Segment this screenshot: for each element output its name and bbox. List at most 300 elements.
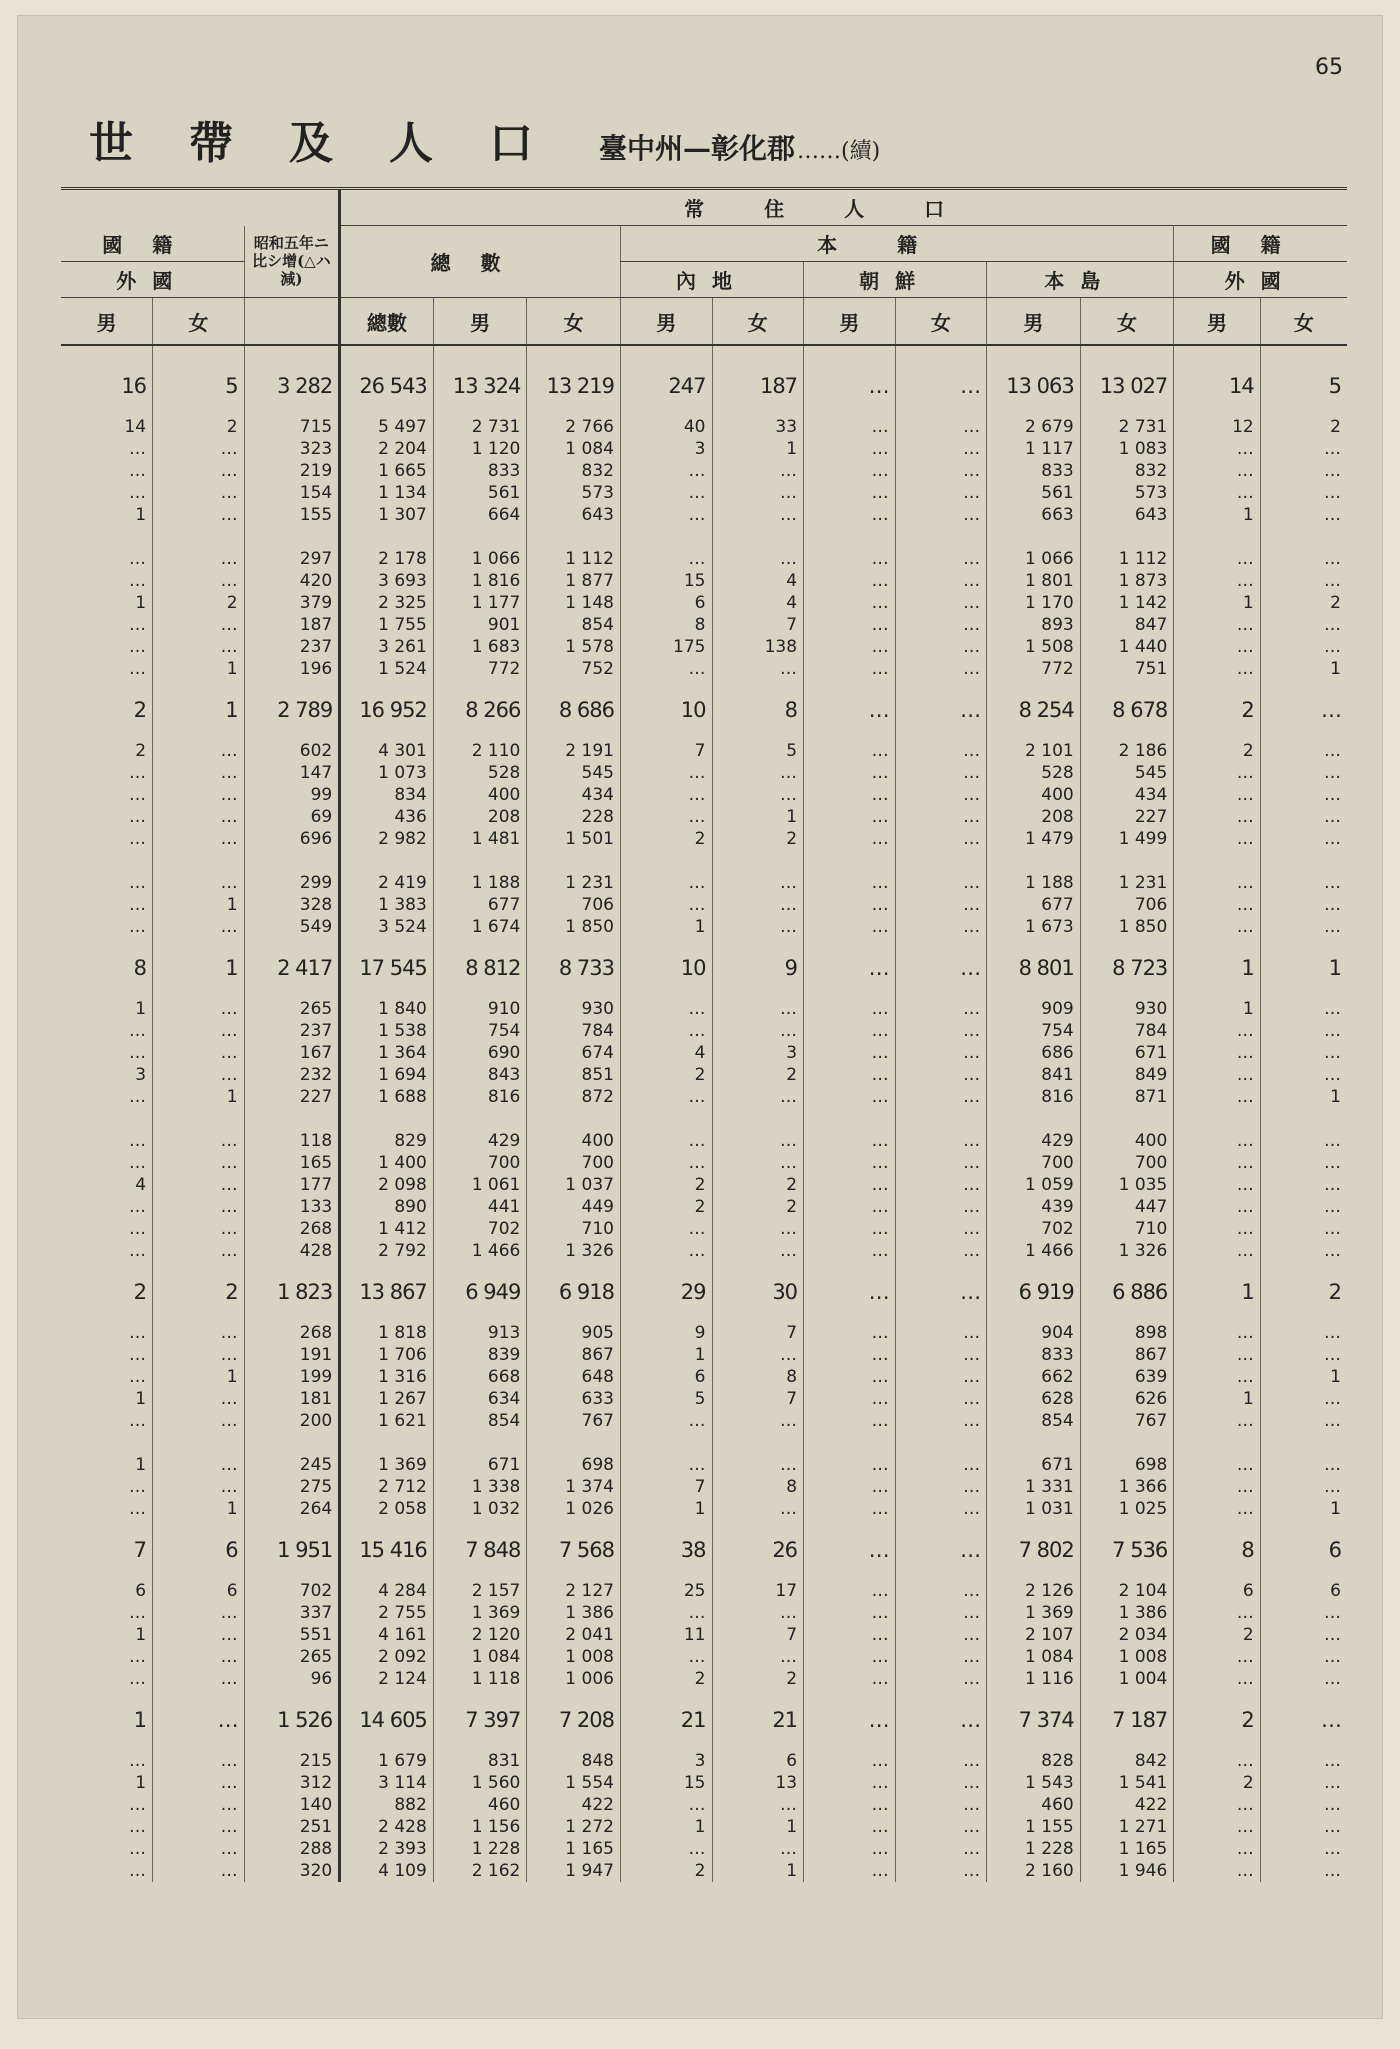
table-cell: … xyxy=(895,938,987,998)
table-cell: 1 xyxy=(1174,504,1260,526)
table-cell: 1 271 xyxy=(1080,1816,1174,1838)
table-row xyxy=(61,592,1347,614)
table-cell: 2 xyxy=(1174,680,1260,740)
table-cell: 561 xyxy=(433,482,527,504)
table-cell: 1 683 xyxy=(433,636,527,658)
table-cell: 400 xyxy=(1080,1130,1174,1152)
table-cell: 816 xyxy=(433,1086,527,1108)
table-cell: … xyxy=(1260,570,1347,592)
table-cell: … xyxy=(129,1367,147,1387)
table-cell: 21 xyxy=(712,1690,804,1750)
table-cell: … xyxy=(895,1838,987,1860)
table-cell: 1 084 xyxy=(527,438,621,460)
table-row xyxy=(61,1860,1347,1882)
table-cell: 1 xyxy=(1174,938,1260,998)
table-cell: 1 412 xyxy=(340,1218,434,1240)
table-row xyxy=(61,740,1347,762)
table-cell: … xyxy=(1260,614,1347,636)
table-cell: … xyxy=(804,938,896,998)
table-cell: … xyxy=(712,1646,804,1668)
table-cell: 441 xyxy=(433,1196,527,1218)
table-cell: 633 xyxy=(527,1388,621,1410)
table-cell: … xyxy=(895,1086,987,1108)
table-cell: … xyxy=(712,1086,804,1108)
table-cell: … xyxy=(620,998,712,1020)
table-cell: 155 xyxy=(244,504,340,526)
table-cell: … xyxy=(1260,1838,1347,1860)
table-cell: … xyxy=(804,504,896,526)
table-row xyxy=(61,828,1347,850)
header-chosen: 朝鮮 xyxy=(804,262,987,298)
table-cell: 828 xyxy=(987,1750,1081,1772)
table-cell: 602 xyxy=(244,740,340,762)
table-cell: … xyxy=(804,1366,896,1388)
header-male: 男 xyxy=(61,298,153,346)
table-cell: … xyxy=(153,1410,245,1432)
table-cell: 4 284 xyxy=(340,1580,434,1602)
table-cell: 767 xyxy=(527,1410,621,1432)
table-row xyxy=(61,1794,1347,1816)
table-cell: … xyxy=(1174,1322,1260,1344)
table-cell: 13 867 xyxy=(340,1262,434,1322)
table-cell: … xyxy=(153,872,245,894)
table-cell: 16 xyxy=(121,374,147,398)
table-cell: 8 xyxy=(133,956,147,980)
table-cell: … xyxy=(1174,1240,1260,1262)
table-cell: 1 188 xyxy=(433,872,527,894)
table-cell: 700 xyxy=(1080,1152,1174,1174)
table-cell: … xyxy=(1260,1322,1347,1344)
table-cell: … xyxy=(804,1174,896,1196)
table-cell: 6 886 xyxy=(1080,1262,1174,1322)
table-cell: 1 066 xyxy=(433,548,527,570)
table-cell: … xyxy=(804,1454,896,1476)
table-cell: 21 xyxy=(620,1690,712,1750)
table-cell: … xyxy=(1174,1498,1260,1520)
table-cell: 1 xyxy=(1174,1262,1260,1322)
table-cell: … xyxy=(1174,872,1260,894)
table-row xyxy=(61,1218,1347,1240)
table-cell: 6 xyxy=(135,1581,147,1601)
table-cell: … xyxy=(895,1322,987,1344)
table-cell: … xyxy=(712,1344,804,1366)
table-cell: … xyxy=(804,916,896,938)
table-cell: 8 678 xyxy=(1080,680,1174,740)
table-cell: 913 xyxy=(433,1322,527,1344)
table-cell: 2 xyxy=(620,1668,712,1690)
table-cell: 215 xyxy=(244,1750,340,1772)
table-cell: 700 xyxy=(527,1152,621,1174)
table-cell: … xyxy=(895,916,987,938)
table-header xyxy=(61,189,1347,346)
table-cell: 297 xyxy=(244,548,340,570)
table-cell: … xyxy=(1260,1344,1347,1366)
table-body xyxy=(61,345,1347,1882)
table-cell: … xyxy=(153,828,245,850)
table-cell: … xyxy=(1174,460,1260,482)
table-cell: … xyxy=(129,873,147,893)
table-cell: 1 400 xyxy=(340,1152,434,1174)
table-cell: 1 840 xyxy=(340,998,434,1020)
table-row xyxy=(61,482,1347,504)
table-cell: … xyxy=(712,1410,804,1432)
table-cell: 4 161 xyxy=(340,1624,434,1646)
table-cell: … xyxy=(129,807,147,827)
table-cell: … xyxy=(804,1838,896,1860)
table-cell: … xyxy=(895,1020,987,1042)
table-row xyxy=(61,1344,1347,1366)
table-cell: … xyxy=(129,895,147,915)
table-cell: 2 679 xyxy=(987,416,1081,438)
table-cell: 7 xyxy=(712,1388,804,1410)
spacer-row xyxy=(61,1432,1347,1454)
table-cell: 1 xyxy=(153,1366,245,1388)
table-cell: 6 xyxy=(1260,1520,1347,1580)
table-cell: 25 xyxy=(620,1580,712,1602)
table-cell: … xyxy=(804,416,896,438)
table-cell: 1 037 xyxy=(527,1174,621,1196)
table-cell: 2 092 xyxy=(340,1646,434,1668)
table-cell: 328 xyxy=(244,894,340,916)
table-cell: … xyxy=(1260,1602,1347,1624)
table-row xyxy=(61,1668,1347,1690)
table-cell: 1 117 xyxy=(987,438,1081,460)
table-cell: 549 xyxy=(244,916,340,938)
table-cell: … xyxy=(129,1197,147,1217)
table-cell: 8 266 xyxy=(433,680,527,740)
table-cell: … xyxy=(804,1816,896,1838)
table-cell: 1 538 xyxy=(340,1020,434,1042)
table-cell: … xyxy=(153,1624,245,1646)
table-cell: … xyxy=(1174,894,1260,916)
table-cell: … xyxy=(1174,1218,1260,1240)
table-cell: 6 919 xyxy=(987,1262,1081,1322)
table-cell: … xyxy=(895,1240,987,1262)
header-kokuseki-right: 國籍 xyxy=(1174,226,1347,262)
table-cell: 337 xyxy=(244,1602,340,1624)
table-cell: 839 xyxy=(433,1344,527,1366)
table-cell: 1 xyxy=(1260,658,1347,680)
table-cell: 5 xyxy=(620,1388,712,1410)
table-cell: … xyxy=(129,1603,147,1623)
table-cell: … xyxy=(153,1772,245,1794)
subtotal-row xyxy=(61,1520,1347,1580)
table-cell: 1 xyxy=(620,1816,712,1838)
table-cell: … xyxy=(712,460,804,482)
table-cell: … xyxy=(804,548,896,570)
table-cell: … xyxy=(1260,1860,1347,1882)
table-cell: … xyxy=(804,1218,896,1240)
table-cell: 702 xyxy=(433,1218,527,1240)
table-cell: 816 xyxy=(987,1086,1081,1108)
table-cell: 648 xyxy=(527,1366,621,1388)
table-cell: … xyxy=(804,784,896,806)
table-cell: 420 xyxy=(244,570,340,592)
table-cell: … xyxy=(153,1130,245,1152)
table-cell: 1 816 xyxy=(433,570,527,592)
table-cell: 767 xyxy=(1080,1410,1174,1432)
table-cell: 639 xyxy=(1080,1366,1174,1388)
table-cell: 2 104 xyxy=(1080,1580,1174,1602)
table-cell: … xyxy=(153,1322,245,1344)
table-cell: … xyxy=(1260,1042,1347,1064)
table-cell: 7 802 xyxy=(987,1520,1081,1580)
table-cell: … xyxy=(895,1366,987,1388)
table-row xyxy=(61,1042,1347,1064)
table-cell: 1 026 xyxy=(527,1498,621,1520)
table-cell: 30 xyxy=(712,1262,804,1322)
table-cell: … xyxy=(804,1498,896,1520)
table-cell: 187 xyxy=(244,614,340,636)
table-cell: … xyxy=(1260,784,1347,806)
table-row xyxy=(61,806,1347,828)
table-cell: 854 xyxy=(987,1410,1081,1432)
table-cell: … xyxy=(895,1262,987,1322)
population-table xyxy=(61,187,1347,1882)
table-cell: … xyxy=(1174,548,1260,570)
table-cell: 5 xyxy=(1260,345,1347,416)
table-cell: 930 xyxy=(527,998,621,1020)
table-cell: … xyxy=(1260,548,1347,570)
table-cell: … xyxy=(129,571,147,591)
table-cell: 2 325 xyxy=(340,592,434,614)
table-cell: 2 110 xyxy=(433,740,527,762)
table-cell: … xyxy=(712,1602,804,1624)
table-cell: 3 114 xyxy=(340,1772,434,1794)
table-cell: 2 126 xyxy=(987,1580,1081,1602)
table-cell: … xyxy=(153,1064,245,1086)
table-cell: … xyxy=(1174,1794,1260,1816)
table-cell: 1 554 xyxy=(527,1772,621,1794)
table-cell: 175 xyxy=(620,636,712,658)
table-cell: … xyxy=(804,1690,896,1750)
table-cell: 1 xyxy=(1260,938,1347,998)
table-cell: 700 xyxy=(987,1152,1081,1174)
table-cell: 460 xyxy=(987,1794,1081,1816)
table-cell: 227 xyxy=(244,1086,340,1108)
table-cell: … xyxy=(1260,1196,1347,1218)
table-cell: 7 xyxy=(620,740,712,762)
table-cell: 2 058 xyxy=(340,1498,434,1520)
table-cell: 8 xyxy=(712,1476,804,1498)
table-cell: 528 xyxy=(987,762,1081,784)
table-cell: … xyxy=(804,1042,896,1064)
table-cell: … xyxy=(153,1152,245,1174)
table-cell: … xyxy=(1260,1690,1347,1750)
table-cell: … xyxy=(620,1838,712,1860)
table-cell: 910 xyxy=(433,998,527,1020)
table-cell: … xyxy=(129,763,147,783)
table-cell: 429 xyxy=(433,1130,527,1152)
subtotal-row xyxy=(61,938,1347,998)
table-cell: 6 918 xyxy=(527,1262,621,1322)
table-cell: 909 xyxy=(987,998,1081,1020)
table-cell: 2 xyxy=(1174,1624,1260,1646)
table-cell: 1 177 xyxy=(433,592,527,614)
table-cell: 15 xyxy=(620,1772,712,1794)
table-cell: 2 731 xyxy=(433,416,527,438)
table-cell: 1 xyxy=(135,1773,147,1793)
table-cell: … xyxy=(129,483,147,503)
table-cell: … xyxy=(895,1174,987,1196)
table-cell: 1 694 xyxy=(340,1064,434,1086)
table-cell: 13 219 xyxy=(527,345,621,416)
table-cell: 2 766 xyxy=(527,416,621,438)
table-cell: 1 508 xyxy=(987,636,1081,658)
table-cell: … xyxy=(129,1021,147,1041)
table-cell: … xyxy=(153,1816,245,1838)
table-cell: 1 369 xyxy=(433,1602,527,1624)
table-cell: 1 032 xyxy=(433,1498,527,1520)
table-cell: … xyxy=(153,1454,245,1476)
table-cell: … xyxy=(804,1130,896,1152)
table-cell: 1 673 xyxy=(987,916,1081,938)
table-cell: 626 xyxy=(1080,1388,1174,1410)
table-row xyxy=(61,1816,1347,1838)
table-cell: 400 xyxy=(527,1130,621,1152)
table-cell: 1 440 xyxy=(1080,636,1174,658)
table-cell: … xyxy=(712,1020,804,1042)
table-cell: … xyxy=(804,1086,896,1108)
table-cell: … xyxy=(712,482,804,504)
table-cell: 2 xyxy=(620,1064,712,1086)
table-cell: 1 501 xyxy=(527,828,621,850)
table-cell: … xyxy=(804,1772,896,1794)
table-cell: … xyxy=(620,1602,712,1624)
table-cell: 854 xyxy=(527,614,621,636)
table-cell: 247 xyxy=(620,345,712,416)
table-cell: … xyxy=(1260,740,1347,762)
table-cell: 3 xyxy=(712,1042,804,1064)
table-cell: 706 xyxy=(1080,894,1174,916)
table-cell: … xyxy=(712,916,804,938)
table-cell: 3 xyxy=(620,1750,712,1772)
table-cell: 1 366 xyxy=(1080,1476,1174,1498)
table-cell: 7 xyxy=(712,614,804,636)
table-cell: … xyxy=(153,1240,245,1262)
table-row xyxy=(61,1772,1347,1794)
table-cell: … xyxy=(129,1499,147,1519)
table-cell: … xyxy=(1174,482,1260,504)
table-cell: … xyxy=(804,1020,896,1042)
table-cell: 2 xyxy=(620,1860,712,1882)
table-cell: 1 946 xyxy=(1080,1860,1174,1882)
table-cell: 11 xyxy=(620,1624,712,1646)
table-cell: … xyxy=(129,1795,147,1815)
table-cell: 2 xyxy=(1174,1772,1260,1794)
table-cell: … xyxy=(1260,762,1347,784)
table-cell: 191 xyxy=(244,1344,340,1366)
table-row xyxy=(61,1624,1347,1646)
table-cell: 847 xyxy=(1080,614,1174,636)
table-cell: … xyxy=(895,1520,987,1580)
table-cell: 196 xyxy=(244,658,340,680)
table-cell: … xyxy=(129,1411,147,1431)
table-cell: … xyxy=(804,998,896,1020)
table-cell: … xyxy=(129,1153,147,1173)
table-cell: … xyxy=(1260,1020,1347,1042)
table-cell: 7 208 xyxy=(527,1690,621,1750)
table-cell: 7 848 xyxy=(433,1520,527,1580)
table-cell: 2 098 xyxy=(340,1174,434,1196)
table-cell: 1 xyxy=(135,1455,147,1475)
table-cell: 237 xyxy=(244,1020,340,1042)
table-cell: … xyxy=(895,570,987,592)
table-cell: … xyxy=(804,1196,896,1218)
table-cell: … xyxy=(1260,1750,1347,1772)
table-cell: … xyxy=(129,461,147,481)
table-cell: … xyxy=(712,1218,804,1240)
table-cell: 1 156 xyxy=(433,1816,527,1838)
table-cell: 138 xyxy=(712,636,804,658)
table-cell: … xyxy=(804,1668,896,1690)
table-cell: 1 326 xyxy=(527,1240,621,1262)
header-male: 男 xyxy=(620,298,712,346)
table-cell: 1 xyxy=(153,1086,245,1108)
table-cell: 2 186 xyxy=(1080,740,1174,762)
table-cell: 2 792 xyxy=(340,1240,434,1262)
table-row xyxy=(61,784,1347,806)
table-cell: 551 xyxy=(244,1624,340,1646)
table-row xyxy=(61,570,1347,592)
table-cell: … xyxy=(1174,1454,1260,1476)
table-cell: … xyxy=(1174,916,1260,938)
table-cell: … xyxy=(1174,806,1260,828)
table-cell: 662 xyxy=(987,1366,1081,1388)
table-cell: … xyxy=(153,1476,245,1498)
table-cell: … xyxy=(153,636,245,658)
table-cell: … xyxy=(129,1087,147,1107)
table-cell: 832 xyxy=(527,460,621,482)
table-cell: 288 xyxy=(244,1838,340,1860)
table-cell: … xyxy=(712,1454,804,1476)
table-cell: … xyxy=(804,872,896,894)
table-cell: 1 xyxy=(1260,1498,1347,1520)
table-cell: … xyxy=(1174,1130,1260,1152)
table-cell: … xyxy=(620,784,712,806)
table-cell: 848 xyxy=(527,1750,621,1772)
table-cell: 1 674 xyxy=(433,916,527,938)
table-cell: … xyxy=(1174,1410,1260,1432)
table-cell: 4 xyxy=(712,592,804,614)
table-cell: … xyxy=(1260,438,1347,460)
table-cell: … xyxy=(153,570,245,592)
page-number: 65 xyxy=(1315,55,1343,80)
table-cell: 8 733 xyxy=(527,938,621,998)
table-cell: 628 xyxy=(987,1388,1081,1410)
table-cell: 1 873 xyxy=(1080,570,1174,592)
table-cell: 1 xyxy=(620,916,712,938)
table-cell: … xyxy=(712,658,804,680)
table-cell: … xyxy=(1174,1646,1260,1668)
table-row xyxy=(61,1174,1347,1196)
table-cell: … xyxy=(712,784,804,806)
table-cell: 1 008 xyxy=(527,1646,621,1668)
table-cell: … xyxy=(1260,1064,1347,1086)
table-cell: … xyxy=(804,1388,896,1410)
table-cell: 2 xyxy=(620,1174,712,1196)
table-cell: … xyxy=(620,658,712,680)
table-cell: 208 xyxy=(987,806,1081,828)
table-cell: … xyxy=(153,762,245,784)
table-cell: 2 417 xyxy=(244,938,340,998)
table-cell: … xyxy=(620,1454,712,1476)
table-cell: 69 xyxy=(244,806,340,828)
table-cell: … xyxy=(1260,636,1347,658)
table-cell: … xyxy=(895,1750,987,1772)
table-cell: 1 xyxy=(712,438,804,460)
table-cell: 1 xyxy=(1174,998,1260,1020)
